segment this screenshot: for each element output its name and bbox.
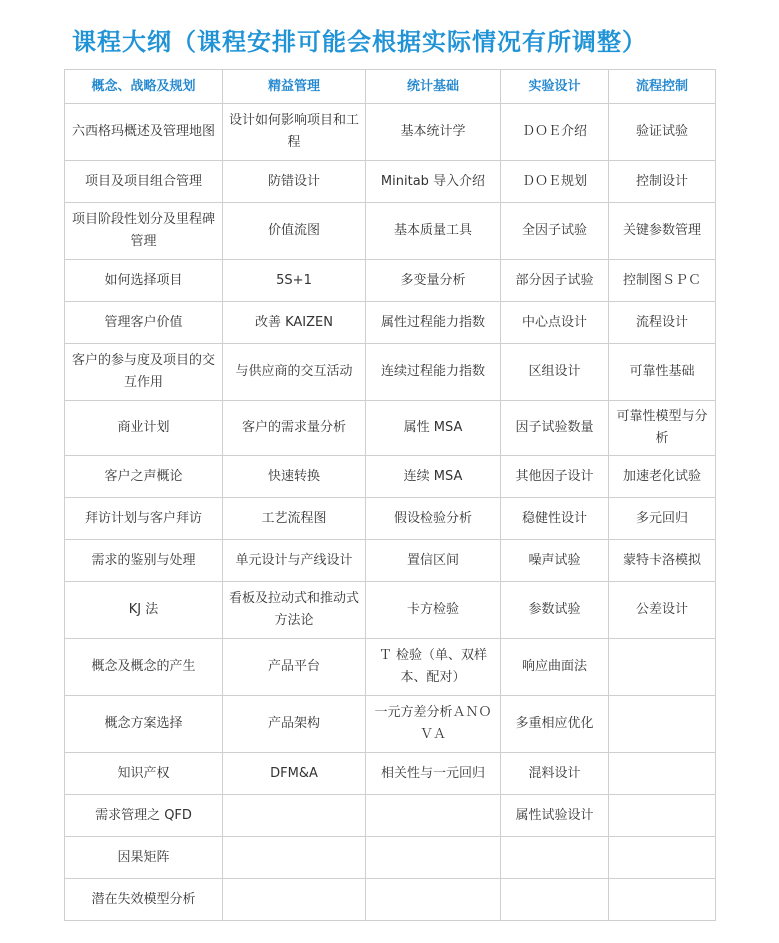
table-cell: 需求的鉴别与处理 — [65, 540, 223, 582]
table-row — [65, 498, 716, 540]
table-cell: 关键参数管理 — [609, 203, 716, 260]
table-cell: 连续过程能力指数 — [366, 344, 501, 401]
table-cell: 因果矩阵 — [65, 837, 223, 879]
table-cell: 部分因子试验 — [501, 260, 609, 302]
table-cell: 多重相应优化 — [501, 696, 609, 753]
table-cell: 基本统计学 — [366, 104, 501, 161]
table-cell — [366, 879, 501, 921]
table-cell: 快速转换 — [223, 456, 366, 498]
table-cell: 潜在失效模型分析 — [65, 879, 223, 921]
table-cell — [501, 837, 609, 879]
table-cell: 客户之声概论 — [65, 456, 223, 498]
table-cell: 区组设计 — [501, 344, 609, 401]
table-cell — [609, 639, 716, 696]
table-cell: 管理客户价值 — [65, 302, 223, 344]
table-cell: 流程设计 — [609, 302, 716, 344]
table-cell: 参数试验 — [501, 582, 609, 639]
table-row — [65, 344, 716, 401]
table-row — [65, 582, 716, 639]
table-cell: 属性试验设计 — [501, 795, 609, 837]
table-cell: 产品平台 — [223, 639, 366, 696]
table-cell: ＤＯＥ规划 — [501, 161, 609, 203]
table-cell: 混料设计 — [501, 753, 609, 795]
table-cell: 验证试验 — [609, 104, 716, 161]
table-cell: ＤＯＥ介绍 — [501, 104, 609, 161]
course-outline-table — [64, 69, 716, 921]
table-cell: 噪声试验 — [501, 540, 609, 582]
table-row — [65, 456, 716, 498]
table-cell: 多元回归 — [609, 498, 716, 540]
table-cell: 多变量分析 — [366, 260, 501, 302]
table-cell: 看板及拉动式和推动式方法论 — [223, 582, 366, 639]
column-header: 概念、战略及规划 — [65, 70, 223, 104]
table-cell: 与供应商的交互活动 — [223, 344, 366, 401]
table-cell: 概念方案选择 — [65, 696, 223, 753]
table-row — [65, 696, 716, 753]
table-cell: 产品架构 — [223, 696, 366, 753]
table-cell — [501, 879, 609, 921]
table-cell: 卡方检验 — [366, 582, 501, 639]
page-title: 课程大纲（课程安排可能会根据实际情况有所调整） — [72, 28, 647, 56]
table-row — [65, 260, 716, 302]
table-cell: 价值流图 — [223, 203, 366, 260]
table-cell: 一元方差分析ＡＮＯＶＡ — [366, 696, 501, 753]
table-cell: 5S+1 — [223, 260, 366, 302]
table-cell: 因子试验数量 — [501, 401, 609, 456]
column-header: 统计基础 — [366, 70, 501, 104]
table-cell — [223, 879, 366, 921]
table-row — [65, 540, 716, 582]
table-header-row — [65, 70, 716, 104]
table-row — [65, 104, 716, 161]
table-cell: 控制图ＳＰＣ — [609, 260, 716, 302]
table-cell: 稳健性设计 — [501, 498, 609, 540]
table-cell: 加速老化试验 — [609, 456, 716, 498]
table-row — [65, 302, 716, 344]
table-cell: 项目阶段性划分及里程碑管理 — [65, 203, 223, 260]
table-cell — [223, 795, 366, 837]
table-cell: 响应曲面法 — [501, 639, 609, 696]
table-cell: 属性 MSA — [366, 401, 501, 456]
table-cell: 全因子试验 — [501, 203, 609, 260]
table-cell: 控制设计 — [609, 161, 716, 203]
column-header: 实验设计 — [501, 70, 609, 104]
table-cell: DFM&A — [223, 753, 366, 795]
table-body — [65, 104, 716, 921]
table-cell: 六西格玛概述及管理地图 — [65, 104, 223, 161]
table-cell: 其他因子设计 — [501, 456, 609, 498]
table-cell: 属性过程能力指数 — [366, 302, 501, 344]
table-cell — [609, 795, 716, 837]
table-cell — [609, 879, 716, 921]
table-cell: 置信区间 — [366, 540, 501, 582]
table-cell: 商业计划 — [65, 401, 223, 456]
table-cell: 连续 MSA — [366, 456, 501, 498]
table-cell: 基本质量工具 — [366, 203, 501, 260]
table-cell — [366, 837, 501, 879]
table-cell — [366, 795, 501, 837]
table-cell: 中心点设计 — [501, 302, 609, 344]
table-cell: 蒙特卡洛模拟 — [609, 540, 716, 582]
table-cell: 公差设计 — [609, 582, 716, 639]
column-header: 精益管理 — [223, 70, 366, 104]
table-cell: 防错设计 — [223, 161, 366, 203]
table-row — [65, 639, 716, 696]
table-cell: 设计如何影响项目和工程 — [223, 104, 366, 161]
table-row — [65, 161, 716, 203]
table-cell — [609, 696, 716, 753]
table-row — [65, 401, 716, 456]
table-cell: 单元设计与产线设计 — [223, 540, 366, 582]
table-cell: 工艺流程图 — [223, 498, 366, 540]
table-cell: 客户的参与度及项目的交互作用 — [65, 344, 223, 401]
table-cell — [609, 753, 716, 795]
table-cell: Minitab 导入介绍 — [366, 161, 501, 203]
table-cell: 假设检验分析 — [366, 498, 501, 540]
table-cell: 概念及概念的产生 — [65, 639, 223, 696]
table-cell: 拜访计划与客户拜访 — [65, 498, 223, 540]
table-cell: 知识产权 — [65, 753, 223, 795]
table-cell: 可靠性基础 — [609, 344, 716, 401]
table-row — [65, 203, 716, 260]
column-header: 流程控制 — [609, 70, 716, 104]
table-cell: 需求管理之 QFD — [65, 795, 223, 837]
table-cell: 改善 KAIZEN — [223, 302, 366, 344]
table-row — [65, 795, 716, 837]
table-cell: 如何选择项目 — [65, 260, 223, 302]
table-cell: 可靠性模型与分析 — [609, 401, 716, 456]
table-cell — [223, 837, 366, 879]
table-cell: 相关性与一元回归 — [366, 753, 501, 795]
table-cell: KJ 法 — [65, 582, 223, 639]
table-row — [65, 879, 716, 921]
table-cell: 项目及项目组合管理 — [65, 161, 223, 203]
table-row — [65, 837, 716, 879]
table-cell: Ｔ 检验（单、双样本、配对） — [366, 639, 501, 696]
table-cell: 客户的需求量分析 — [223, 401, 366, 456]
table-cell — [609, 837, 716, 879]
table-row — [65, 753, 716, 795]
